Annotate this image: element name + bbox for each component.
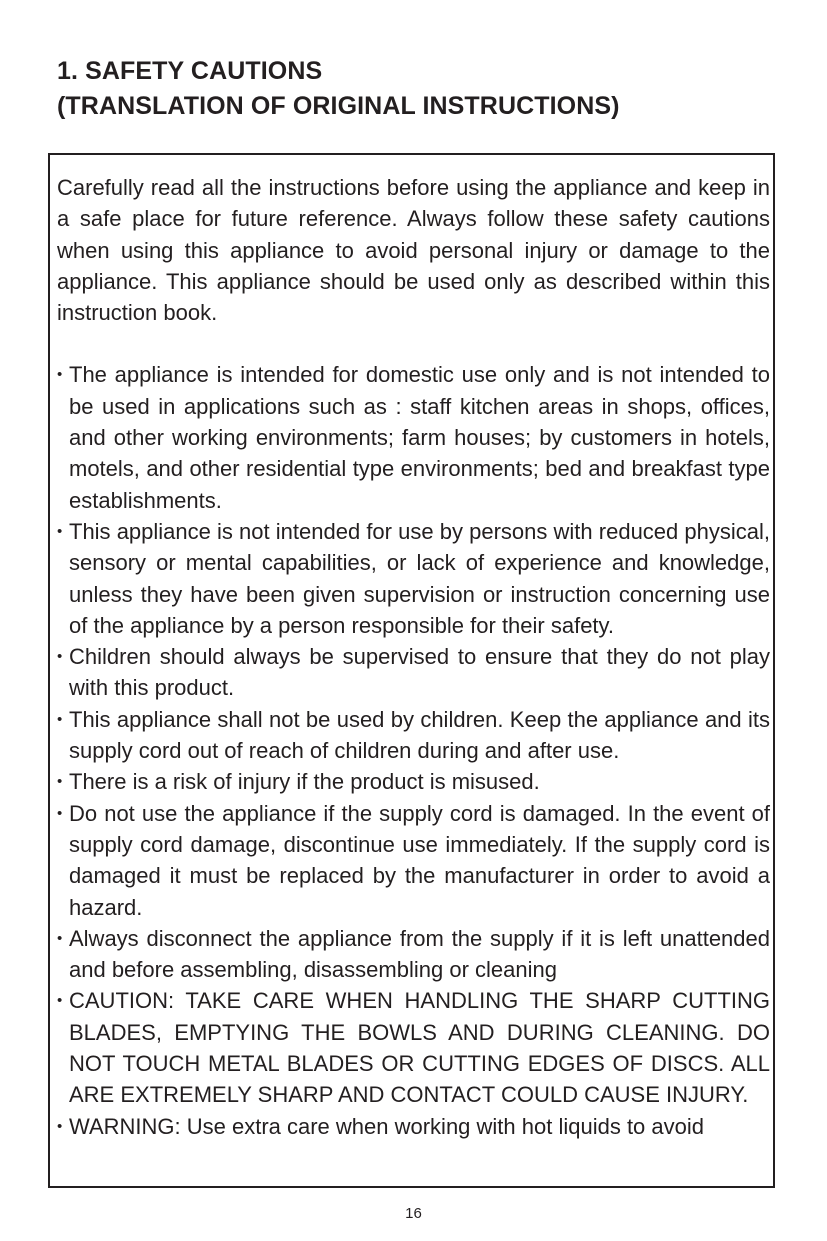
list-item: [57, 516, 770, 641]
list-item-text: This appliance shall not be used by children. Keep the appliance and its supply cord out of reach of children during and after use.: [69, 706, 770, 764]
list-item-text: This appliance is not intended for use by persons with reduced physical, sensory or mental capabilities, or lack of experience and knowledge, unless they have been given supervision or instruction concerning use of the appliance by a person responsible for their safety.: [69, 518, 770, 638]
safety-content: [57, 172, 770, 1142]
list-item-text: Children should always be supervised to ensure that they do not play with this product.: [69, 644, 770, 701]
page-number: 16: [405, 1205, 422, 1222]
bullet-icon: •: [57, 522, 63, 540]
list-item: [57, 1111, 770, 1142]
list-item-text: WARNING: Use extra care when working with hot liquids to avoid: [69, 1113, 704, 1139]
bullet-icon: •: [57, 773, 63, 791]
list-item: [57, 359, 770, 515]
page-title-line-1: 1. SAFETY CAUTIONS: [57, 57, 323, 85]
list-item-text: Always disconnect the appliance from the supply if it is left unattended and before assembling, disassembling or cleaning: [69, 925, 770, 983]
bullet-icon: •: [57, 992, 63, 1010]
bullet-icon: •: [57, 648, 63, 666]
list-item: [57, 798, 770, 923]
intro-paragraph: Carefully read all the instructions before using the appliance and keep in a safe place for future reference. Always follow these safety cautions when using this appliance to avoid personal injury or damage to the appliance. This appliance should be used only as described within this instruction book.: [57, 175, 770, 326]
list-item-text: There is a risk of injury if the product is misused.: [69, 769, 540, 795]
list-item-text: CAUTION: TAKE CARE WHEN HANDLING THE SHARP CUTTING BLADES, EMPTYING THE BOWLS AND DURING CLEANING. DO NOT TOUCH METAL BLADES OR CUTTING EDGES OF DISCS. ALL ARE EXTREMELY SHARP AND CONTACT COULD CAUSE INJURY.: [69, 988, 770, 1108]
list-item: [57, 704, 770, 767]
list-item-text: Do not use the appliance if the supply cord is damaged. In the event of supply cord damage, discontinue use immediately. If the supply cord is damaged it must be replaced by the manufacturer in order to avoid a hazard.: [69, 800, 770, 920]
bullet-icon: •: [57, 1117, 63, 1135]
page-title: [57, 54, 777, 124]
bullet-icon: •: [57, 804, 63, 822]
bullet-icon: •: [57, 929, 63, 947]
bullet-icon: •: [57, 710, 63, 728]
bullet-icon: •: [57, 366, 63, 384]
list-item: [57, 985, 770, 1110]
list-item: [57, 641, 770, 704]
list-item: [57, 923, 770, 986]
list-item: [57, 766, 770, 797]
page-title-line-2: (TRANSLATION OF ORIGINAL INSTRUCTIONS): [57, 92, 620, 120]
list-item-text: The appliance is intended for domestic use only and is not intended to be used in applications such as : staff kitchen areas in shops, offices, and other working environments; farm houses; by customers in hotels, motels, and other residential type environments; bed and breakfast type establishments.: [69, 362, 770, 513]
safety-bullet-list: [57, 359, 770, 1141]
